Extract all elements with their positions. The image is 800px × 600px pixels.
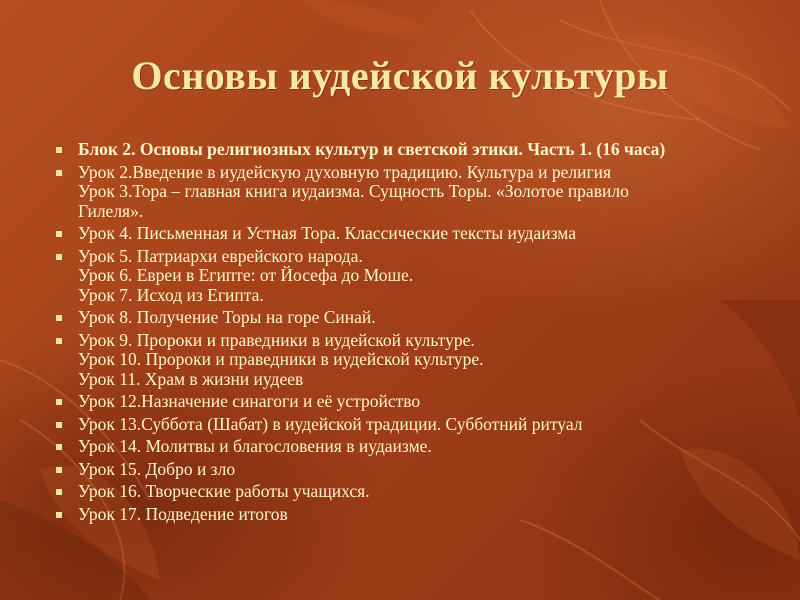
list-item xyxy=(56,415,756,435)
square-bullet-icon xyxy=(56,422,62,428)
list-item xyxy=(56,308,756,328)
list-item-text: Урок 17. Подведение итогов xyxy=(78,503,288,524)
list-item-text: Урок 13.Суббота (Шабат) в иудейской традиции. Субботний ритуал xyxy=(78,413,583,434)
list-item-text: Урок 16. Творческие работы учащихся. xyxy=(78,481,370,501)
list-item-text: Урок 12.Назначение синагоги и её устройство xyxy=(78,391,421,411)
list-item-text: Блок 2. Основы религиозных культур и светской этики. Часть 1. (16 часа) xyxy=(78,139,666,159)
list-item xyxy=(56,140,756,160)
square-bullet-icon xyxy=(56,147,62,153)
list-item xyxy=(56,505,756,525)
list-item-text: Гилеля». xyxy=(78,200,144,221)
square-bullet-icon xyxy=(56,444,62,450)
list-item xyxy=(56,331,756,390)
list-item-text: Урок 2.Введение в иудейскую духовную традицию. Культура и религия xyxy=(78,161,612,182)
list-item xyxy=(56,247,756,306)
list-item-text: Урок 11. Храм в жизни иудеев xyxy=(78,368,304,389)
square-bullet-icon xyxy=(56,467,62,473)
list-item-text: Урок 4. Письменная и Устная Тора. Классические тексты иудаизма xyxy=(78,223,576,243)
list-item-text: Урок 15. Добро и зло xyxy=(78,458,236,479)
list-item-text: Урок 5. Патриархи еврейского народа. xyxy=(78,245,363,266)
list-item-text: Урок 6. Евреи в Египте: от Йосефа до Моше. xyxy=(78,265,414,285)
list-item-text: Урок 3.Тора – главная книга иудаизма. Сущность Торы. «Золотое правило xyxy=(78,181,629,201)
list-item xyxy=(56,224,756,244)
square-bullet-icon xyxy=(56,170,62,176)
square-bullet-icon xyxy=(56,489,62,495)
square-bullet-icon xyxy=(56,254,62,260)
square-bullet-icon xyxy=(56,338,62,344)
slide-title: Основы иудейской культуры xyxy=(131,53,669,98)
list-item xyxy=(56,392,756,412)
square-bullet-icon xyxy=(56,512,62,518)
square-bullet-icon xyxy=(56,231,62,237)
list-item-text: Урок 7. Исход из Египта. xyxy=(78,284,264,305)
list-item-text: Урок 10. Пророки и праведники в иудейской культуре. xyxy=(78,349,484,369)
list-item xyxy=(56,163,756,222)
list-item xyxy=(56,482,756,502)
list-item-text: Урок 9. Пророки и праведники в иудейской культуре. xyxy=(78,329,475,350)
list-item xyxy=(56,437,756,457)
square-bullet-icon xyxy=(56,399,62,405)
square-bullet-icon xyxy=(56,315,62,321)
list-item-text: Урок 14. Молитвы и благословения в иудаизме. xyxy=(78,436,432,456)
list-item xyxy=(56,460,756,480)
lesson-list xyxy=(56,140,756,527)
list-item-text: Урок 8. Получение Торы на горе Синай. xyxy=(78,307,376,327)
